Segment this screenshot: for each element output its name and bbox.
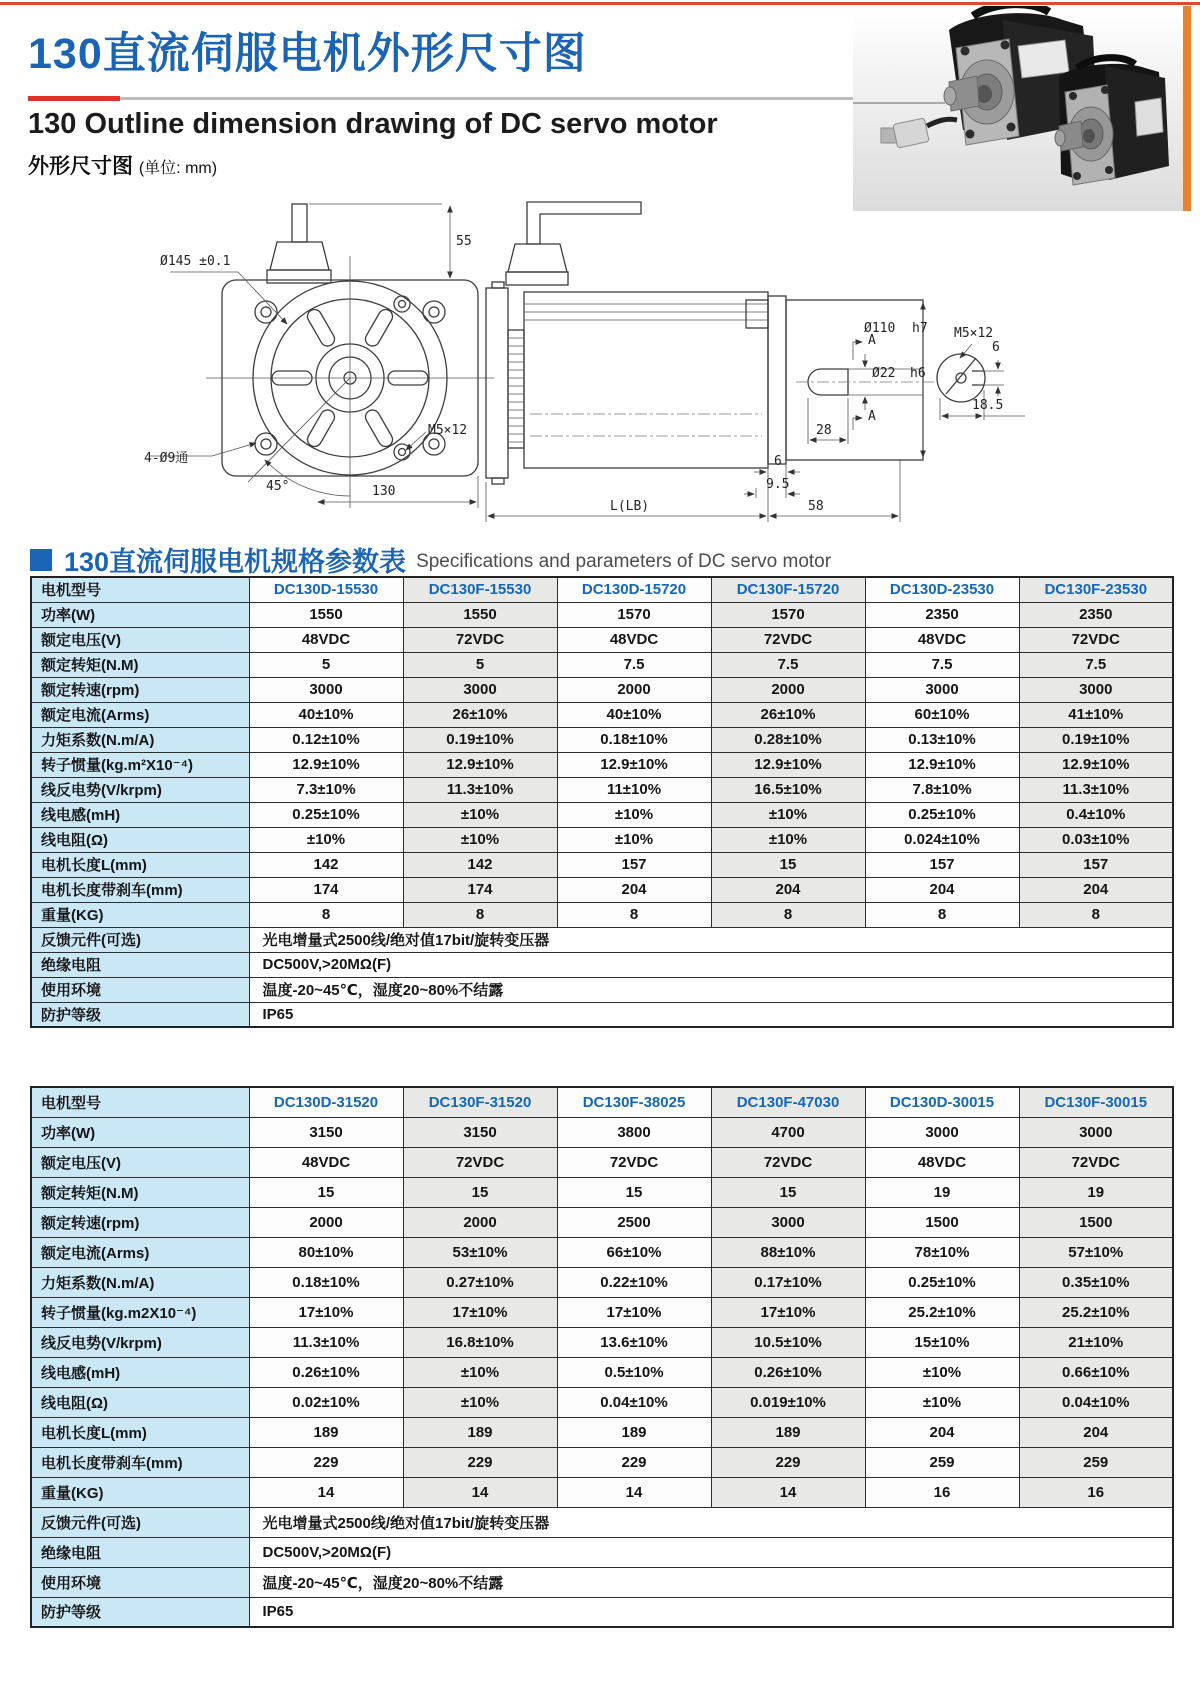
table-cell: 26±10% bbox=[403, 702, 557, 727]
table-cell: 0.26±10% bbox=[249, 1357, 403, 1387]
table-row bbox=[31, 627, 1173, 652]
table-cell: 0.22±10% bbox=[557, 1267, 711, 1297]
dim-label-mount-holes: 4-Ø9通 bbox=[144, 451, 189, 466]
table-cell: 19 bbox=[1019, 1177, 1173, 1207]
table-cell: 8 bbox=[403, 902, 557, 927]
table-cell: 12.9±10% bbox=[1019, 752, 1173, 777]
table-cell: 48VDC bbox=[249, 627, 403, 652]
table-cell: 174 bbox=[403, 877, 557, 902]
table-cell: 3000 bbox=[865, 677, 1019, 702]
table-row-merged bbox=[31, 952, 1173, 977]
table-cell-merged: 光电增量式2500线/绝对值17bit/旋转变压器 bbox=[249, 927, 1173, 952]
table-cell: 12.9±10% bbox=[249, 752, 403, 777]
table-cell: 16.5±10% bbox=[711, 777, 865, 802]
table-cell: ±10% bbox=[711, 802, 865, 827]
table-cell: 17±10% bbox=[557, 1297, 711, 1327]
table-row-merged bbox=[31, 1567, 1173, 1597]
dim-label-key-screw: M5×12 bbox=[954, 326, 994, 341]
column-header-model: DC130D-23530 bbox=[865, 577, 1019, 602]
table-cell: 0.66±10% bbox=[1019, 1357, 1173, 1387]
product-photo bbox=[853, 6, 1191, 211]
table-cell: 72VDC bbox=[403, 627, 557, 652]
column-header-model: DC130D-15720 bbox=[557, 577, 711, 602]
dim-label-six: 6 bbox=[774, 454, 782, 469]
table-cell-merged: DC500V,>20MΩ(F) bbox=[249, 1537, 1173, 1567]
table-cell: 15 bbox=[557, 1177, 711, 1207]
row-label: 线电感(mH) bbox=[31, 1357, 249, 1387]
table-cell: 0.25±10% bbox=[865, 802, 1019, 827]
table-cell: 7.5 bbox=[1019, 652, 1173, 677]
table-cell: ±10% bbox=[711, 827, 865, 852]
table-cell: 0.26±10% bbox=[711, 1357, 865, 1387]
table-cell: 3000 bbox=[403, 677, 557, 702]
table-row bbox=[31, 652, 1173, 677]
table-cell: 3800 bbox=[557, 1117, 711, 1147]
drawing-caption bbox=[28, 150, 217, 180]
table-cell: 11.3±10% bbox=[1019, 777, 1173, 802]
table-row bbox=[31, 702, 1173, 727]
table-cell: ±10% bbox=[249, 827, 403, 852]
table-cell: 72VDC bbox=[1019, 1147, 1173, 1177]
table-cell: 259 bbox=[1019, 1447, 1173, 1477]
table-cell: 17±10% bbox=[249, 1297, 403, 1327]
table-cell: 11.3±10% bbox=[249, 1327, 403, 1357]
table-cell: 3000 bbox=[1019, 677, 1173, 702]
table-row bbox=[31, 1477, 1173, 1507]
table-cell: 57±10% bbox=[1019, 1237, 1173, 1267]
table-cell: 0.02±10% bbox=[249, 1387, 403, 1417]
table-cell: 157 bbox=[557, 852, 711, 877]
row-label: 线电阻(Ω) bbox=[31, 827, 249, 852]
table-cell: 72VDC bbox=[711, 1147, 865, 1177]
table-row bbox=[31, 1207, 1173, 1237]
table-cell: ±10% bbox=[403, 827, 557, 852]
table-cell: 88±10% bbox=[711, 1237, 865, 1267]
drawing-unit: (单位: mm) bbox=[138, 160, 218, 177]
table-cell: 19 bbox=[865, 1177, 1019, 1207]
table-row bbox=[31, 1357, 1173, 1387]
table-cell: 16.8±10% bbox=[403, 1327, 557, 1357]
table-cell: 0.27±10% bbox=[403, 1267, 557, 1297]
table-header-row bbox=[31, 1087, 1173, 1117]
table-cell: 1550 bbox=[249, 602, 403, 627]
table-row-merged bbox=[31, 1507, 1173, 1537]
table-row bbox=[31, 1177, 1173, 1207]
column-header-model: DC130F-23530 bbox=[1019, 577, 1173, 602]
table-cell-merged: IP65 bbox=[249, 1002, 1173, 1027]
table-cell: 2000 bbox=[249, 1207, 403, 1237]
table-cell: 3000 bbox=[711, 1207, 865, 1237]
row-label: 使用环境 bbox=[31, 977, 249, 1002]
section-title: 130直流伺服电机规格参数表 bbox=[64, 547, 407, 577]
dim-label-shaft-fit: h6 bbox=[910, 366, 926, 381]
table-cell: 13.6±10% bbox=[557, 1327, 711, 1357]
table-cell: 8 bbox=[865, 902, 1019, 927]
row-label: 绝缘电阻 bbox=[31, 1537, 249, 1567]
table-cell: 5 bbox=[403, 652, 557, 677]
page-title-en: 130 Outline dimension drawing of DC servo motor bbox=[28, 108, 718, 140]
table-cell: 1500 bbox=[1019, 1207, 1173, 1237]
row-label: 线电阻(Ω) bbox=[31, 1387, 249, 1417]
table-cell: 78±10% bbox=[865, 1237, 1019, 1267]
title-divider-accent bbox=[28, 96, 120, 101]
table-cell: 3150 bbox=[249, 1117, 403, 1147]
row-label: 额定转速(rpm) bbox=[31, 1207, 249, 1237]
table-cell: 10.5±10% bbox=[711, 1327, 865, 1357]
row-label: 功率(W) bbox=[31, 1117, 249, 1147]
table-row bbox=[31, 777, 1173, 802]
dim-label-body-length: L(LB) bbox=[610, 499, 650, 514]
table-cell: 48VDC bbox=[249, 1147, 403, 1177]
table-row-merged bbox=[31, 1537, 1173, 1567]
table-row bbox=[31, 852, 1173, 877]
row-label: 额定电流(Arms) bbox=[31, 702, 249, 727]
table-cell: 142 bbox=[249, 852, 403, 877]
table-row bbox=[31, 1447, 1173, 1477]
spec-table-1 bbox=[30, 576, 1174, 1028]
section-title-en: Specifications and parameters of DC servo motor bbox=[416, 550, 832, 572]
table-cell: 17±10% bbox=[403, 1297, 557, 1327]
table-cell: 48VDC bbox=[865, 627, 1019, 652]
table-cell: 7.5 bbox=[557, 652, 711, 677]
table-cell: 2350 bbox=[1019, 602, 1173, 627]
table-cell: 157 bbox=[1019, 852, 1173, 877]
table-cell: 189 bbox=[249, 1417, 403, 1447]
table-cell: 1550 bbox=[403, 602, 557, 627]
table-cell: 0.25±10% bbox=[865, 1267, 1019, 1297]
table-cell: 0.25±10% bbox=[249, 802, 403, 827]
table-cell: 40±10% bbox=[557, 702, 711, 727]
table-cell: 11±10% bbox=[557, 777, 711, 802]
table-cell: 14 bbox=[711, 1477, 865, 1507]
table-cell: 72VDC bbox=[403, 1147, 557, 1177]
dim-label-frame-width: 130 bbox=[372, 484, 396, 499]
table-row bbox=[31, 902, 1173, 927]
table-cell: 14 bbox=[557, 1477, 711, 1507]
table-cell: 26±10% bbox=[711, 702, 865, 727]
section-square-icon bbox=[30, 549, 52, 571]
row-label: 绝缘电阻 bbox=[31, 952, 249, 977]
table-cell: 8 bbox=[249, 902, 403, 927]
table-cell: 0.28±10% bbox=[711, 727, 865, 752]
column-header-model: DC130F-31520 bbox=[403, 1087, 557, 1117]
page-title: 130直流伺服电机外形尺寸图 bbox=[28, 30, 587, 78]
table-cell: 11.3±10% bbox=[403, 777, 557, 802]
column-header-model: DC130D-30015 bbox=[865, 1087, 1019, 1117]
table-row bbox=[31, 752, 1173, 777]
table-header-row bbox=[31, 577, 1173, 602]
dim-label-key-length: 18.5 bbox=[972, 398, 1004, 413]
table-cell: 5 bbox=[249, 652, 403, 677]
table-cell-merged: 温度-20~45℃，湿度20~80%不结露 bbox=[249, 977, 1173, 1002]
table-cell: 204 bbox=[557, 877, 711, 902]
table-cell: 204 bbox=[1019, 1417, 1173, 1447]
table-cell: ±10% bbox=[557, 827, 711, 852]
table-cell: 15 bbox=[711, 1177, 865, 1207]
dim-label-key-width: 6 bbox=[992, 340, 1000, 355]
table-cell: 142 bbox=[403, 852, 557, 877]
table-cell: 15 bbox=[711, 852, 865, 877]
dim-label-nine-five: 9.5 bbox=[766, 477, 790, 492]
table-cell: 259 bbox=[865, 1447, 1019, 1477]
table-cell: 189 bbox=[557, 1417, 711, 1447]
column-header-model: DC130D-31520 bbox=[249, 1087, 403, 1117]
table-cell: 229 bbox=[249, 1447, 403, 1477]
table-cell: 8 bbox=[557, 902, 711, 927]
table-cell: ±10% bbox=[403, 802, 557, 827]
table-cell: 72VDC bbox=[1019, 627, 1173, 652]
outline-dimension-drawing bbox=[120, 192, 1040, 532]
spec-table-2 bbox=[30, 1086, 1174, 1628]
table-cell: 3150 bbox=[403, 1117, 557, 1147]
row-label: 线电感(mH) bbox=[31, 802, 249, 827]
table-cell: 229 bbox=[557, 1447, 711, 1477]
table-cell: 0.5±10% bbox=[557, 1357, 711, 1387]
table-cell: 2350 bbox=[865, 602, 1019, 627]
table-cell: 16 bbox=[865, 1477, 1019, 1507]
table-cell: 0.03±10% bbox=[1019, 827, 1173, 852]
table-row bbox=[31, 1117, 1173, 1147]
table-row bbox=[31, 677, 1173, 702]
table-cell: ±10% bbox=[865, 1357, 1019, 1387]
table-cell: 12.9±10% bbox=[711, 752, 865, 777]
table-cell: 1500 bbox=[865, 1207, 1019, 1237]
table-cell: 0.18±10% bbox=[249, 1267, 403, 1297]
table-row bbox=[31, 827, 1173, 852]
table-cell: 0.04±10% bbox=[1019, 1387, 1173, 1417]
table-cell: 40±10% bbox=[249, 702, 403, 727]
table-cell: 0.17±10% bbox=[711, 1267, 865, 1297]
table-row-merged bbox=[31, 1002, 1173, 1027]
dim-label-spigot-diameter: Ø110 bbox=[864, 321, 896, 336]
table-cell: 229 bbox=[403, 1447, 557, 1477]
table-cell: 2000 bbox=[711, 677, 865, 702]
row-label: 额定转矩(N.M) bbox=[31, 652, 249, 677]
table-row-merged bbox=[31, 977, 1173, 1002]
table-cell-merged: 温度-20~45℃，湿度20~80%不结露 bbox=[249, 1567, 1173, 1597]
row-label: 线反电势(V/krpm) bbox=[31, 1327, 249, 1357]
column-header-model: DC130F-47030 bbox=[711, 1087, 865, 1117]
table-row bbox=[31, 727, 1173, 752]
cad-line-art bbox=[120, 192, 1040, 532]
table-cell: 66±10% bbox=[557, 1237, 711, 1267]
table-cell: 25.2±10% bbox=[865, 1297, 1019, 1327]
table-cell: 15 bbox=[249, 1177, 403, 1207]
page-top-accent bbox=[0, 2, 1200, 5]
dim-label-front-screw: M5×12 bbox=[428, 423, 468, 438]
table-cell: 72VDC bbox=[711, 627, 865, 652]
table-cell: 1570 bbox=[557, 602, 711, 627]
dim-label-flange-circle: Ø145 ±0.1 bbox=[160, 254, 231, 269]
row-label: 反馈元件(可选) bbox=[31, 927, 249, 952]
table-cell: 0.019±10% bbox=[711, 1387, 865, 1417]
table-cell: 204 bbox=[865, 877, 1019, 902]
table-cell: 2000 bbox=[557, 677, 711, 702]
table-cell: 0.19±10% bbox=[1019, 727, 1173, 752]
section-label-a-top: A bbox=[868, 333, 876, 348]
table-cell: ±10% bbox=[403, 1357, 557, 1387]
dim-label-spigot-fit: h7 bbox=[912, 321, 928, 336]
table-cell: 21±10% bbox=[1019, 1327, 1173, 1357]
table-cell: 15 bbox=[403, 1177, 557, 1207]
row-label: 电机长度L(mm) bbox=[31, 852, 249, 877]
table-cell: 80±10% bbox=[249, 1237, 403, 1267]
table-row bbox=[31, 1327, 1173, 1357]
table-cell: 2000 bbox=[403, 1207, 557, 1237]
column-header-model: DC130F-30015 bbox=[1019, 1087, 1173, 1117]
row-label: 线反电势(V/krpm) bbox=[31, 777, 249, 802]
column-header-model-label: 电机型号 bbox=[31, 1087, 249, 1117]
table-cell: 48VDC bbox=[865, 1147, 1019, 1177]
row-label: 转子惯量(kg.m²X10⁻⁴) bbox=[31, 752, 249, 777]
section-label-a-bottom: A bbox=[868, 409, 876, 424]
table-row bbox=[31, 1237, 1173, 1267]
row-label: 功率(W) bbox=[31, 602, 249, 627]
table-cell: 189 bbox=[711, 1417, 865, 1447]
table-cell: 53±10% bbox=[403, 1237, 557, 1267]
table-cell: 2500 bbox=[557, 1207, 711, 1237]
row-label: 重量(KG) bbox=[31, 902, 249, 927]
row-label: 力矩系数(N.m/A) bbox=[31, 1267, 249, 1297]
table-cell: 7.5 bbox=[711, 652, 865, 677]
table-cell: 7.5 bbox=[865, 652, 1019, 677]
table-cell: 14 bbox=[403, 1477, 557, 1507]
dim-label-connector-height: 55 bbox=[456, 234, 472, 249]
table-row bbox=[31, 1147, 1173, 1177]
row-label: 电机长度带刹车(mm) bbox=[31, 1447, 249, 1477]
spec-section-header bbox=[30, 540, 831, 579]
table-cell: 4700 bbox=[711, 1117, 865, 1147]
table-cell: 72VDC bbox=[557, 1147, 711, 1177]
table-cell: 8 bbox=[1019, 902, 1173, 927]
table-cell: ±10% bbox=[403, 1387, 557, 1417]
table-row-merged bbox=[31, 927, 1173, 952]
row-label: 防护等级 bbox=[31, 1002, 249, 1027]
table-cell: 0.35±10% bbox=[1019, 1267, 1173, 1297]
table-cell: 3000 bbox=[1019, 1117, 1173, 1147]
table-cell: 8 bbox=[711, 902, 865, 927]
table-cell: ±10% bbox=[557, 802, 711, 827]
row-label: 重量(KG) bbox=[31, 1477, 249, 1507]
table-cell: 174 bbox=[249, 877, 403, 902]
table-cell: 0.024±10% bbox=[865, 827, 1019, 852]
table-cell: 0.4±10% bbox=[1019, 802, 1173, 827]
table-cell: 229 bbox=[711, 1447, 865, 1477]
table-row bbox=[31, 802, 1173, 827]
table-cell-merged: DC500V,>20MΩ(F) bbox=[249, 952, 1173, 977]
table-cell: 14 bbox=[249, 1477, 403, 1507]
column-header-model-label: 电机型号 bbox=[31, 577, 249, 602]
table-row-merged bbox=[31, 1597, 1173, 1627]
table-cell: 204 bbox=[865, 1417, 1019, 1447]
row-label: 额定电流(Arms) bbox=[31, 1237, 249, 1267]
table-cell: 0.18±10% bbox=[557, 727, 711, 752]
table-cell: 189 bbox=[403, 1417, 557, 1447]
table-cell: 12.9±10% bbox=[557, 752, 711, 777]
table-cell: 17±10% bbox=[711, 1297, 865, 1327]
table-cell: 0.19±10% bbox=[403, 727, 557, 752]
table-cell-merged: IP65 bbox=[249, 1597, 1173, 1627]
column-header-model: DC130F-15530 bbox=[403, 577, 557, 602]
table-cell: 0.13±10% bbox=[865, 727, 1019, 752]
row-label: 防护等级 bbox=[31, 1597, 249, 1627]
table-cell: 48VDC bbox=[557, 627, 711, 652]
table-cell: 12.9±10% bbox=[403, 752, 557, 777]
table-row bbox=[31, 877, 1173, 902]
dim-label-fifty-eight: 58 bbox=[808, 499, 824, 514]
column-header-model: DC130F-38025 bbox=[557, 1087, 711, 1117]
row-label: 额定转速(rpm) bbox=[31, 677, 249, 702]
table-cell: 3000 bbox=[249, 677, 403, 702]
table-row bbox=[31, 1267, 1173, 1297]
table-cell-merged: 光电增量式2500线/绝对值17bit/旋转变压器 bbox=[249, 1507, 1173, 1537]
table-cell: 0.12±10% bbox=[249, 727, 403, 752]
table-cell: 0.04±10% bbox=[557, 1387, 711, 1417]
table-cell: 204 bbox=[1019, 877, 1173, 902]
table-row bbox=[31, 1387, 1173, 1417]
table-cell: ±10% bbox=[865, 1387, 1019, 1417]
table-cell: 1570 bbox=[711, 602, 865, 627]
row-label: 使用环境 bbox=[31, 1567, 249, 1597]
table-cell: 15±10% bbox=[865, 1327, 1019, 1357]
table-cell: 12.9±10% bbox=[865, 752, 1019, 777]
row-label: 额定电压(V) bbox=[31, 1147, 249, 1177]
row-label: 转子惯量(kg.m2X10⁻⁴) bbox=[31, 1297, 249, 1327]
row-label: 反馈元件(可选) bbox=[31, 1507, 249, 1537]
dim-label-angle: 45° bbox=[266, 479, 290, 494]
row-label: 额定电压(V) bbox=[31, 627, 249, 652]
drawing-caption-text: 外形尺寸图 bbox=[28, 155, 133, 178]
row-label: 额定转矩(N.M) bbox=[31, 1177, 249, 1207]
table-cell: 7.3±10% bbox=[249, 777, 403, 802]
table-cell: 60±10% bbox=[865, 702, 1019, 727]
dim-label-shaft-length: 28 bbox=[816, 423, 832, 438]
table-cell: 7.8±10% bbox=[865, 777, 1019, 802]
column-header-model: DC130F-15720 bbox=[711, 577, 865, 602]
table-cell: 25.2±10% bbox=[1019, 1297, 1173, 1327]
column-header-model: DC130D-15530 bbox=[249, 577, 403, 602]
row-label: 力矩系数(N.m/A) bbox=[31, 727, 249, 752]
table-cell: 3000 bbox=[865, 1117, 1019, 1147]
table-cell: 204 bbox=[711, 877, 865, 902]
table-row bbox=[31, 1297, 1173, 1327]
dim-label-shaft-diameter: Ø22 bbox=[872, 366, 896, 381]
servo-motor-photo-illustration bbox=[853, 6, 1191, 211]
table-row bbox=[31, 602, 1173, 627]
table-cell: 157 bbox=[865, 852, 1019, 877]
table-cell: 16 bbox=[1019, 1477, 1173, 1507]
row-label: 电机长度L(mm) bbox=[31, 1417, 249, 1447]
row-label: 电机长度带刹车(mm) bbox=[31, 877, 249, 902]
table-cell: 41±10% bbox=[1019, 702, 1173, 727]
table-row bbox=[31, 1417, 1173, 1447]
